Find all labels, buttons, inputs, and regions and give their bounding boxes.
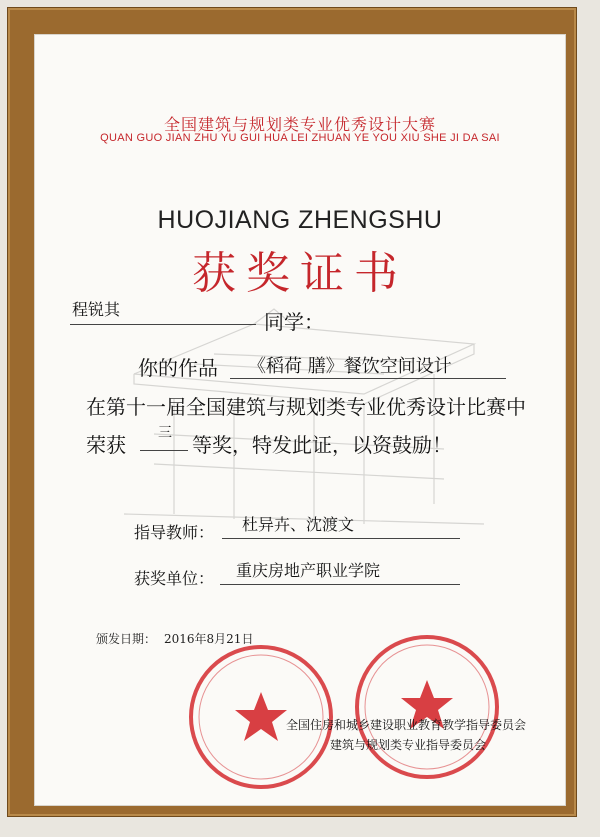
certificate-frame bbox=[8, 8, 576, 816]
recipient-name: 程锐其 bbox=[72, 300, 121, 319]
institution-underline bbox=[220, 584, 460, 585]
advisor-label: 指导教师： bbox=[134, 523, 215, 542]
institution-label: 获奖单位： bbox=[134, 569, 215, 588]
issuer-line1: 全国住房和城乡建设职业教育教学指导委员会 bbox=[286, 718, 527, 732]
body-line1: 在第十一届全国建筑与规划类专业优秀设计比赛中 bbox=[86, 395, 526, 419]
competition-name-cn: 全国建筑与规划类专业优秀设计大赛 bbox=[163, 115, 436, 134]
title-pinyin: HUOJIANG ZHENGSHU bbox=[157, 206, 443, 234]
competition-name-pinyin: QUAN GUO JIAN ZHU YU GUI HUA LEI ZHUAN YE YOU XIU SHE JI DA SAI bbox=[100, 132, 500, 144]
certificate-title: 获奖证书 bbox=[192, 248, 408, 299]
right-seal-icon bbox=[352, 632, 502, 782]
issue-date-label: 颁发日期： bbox=[96, 632, 157, 646]
recipient-underline bbox=[70, 324, 256, 325]
award-suffix: 等奖，特发此证，以资鼓励！ bbox=[192, 433, 452, 457]
greeting-suffix: 同学： bbox=[264, 310, 324, 334]
award-level-underline bbox=[140, 450, 188, 451]
advisor-underline bbox=[222, 538, 460, 539]
work-underline bbox=[230, 378, 506, 379]
work-title: 《稻荷 膳》餐饮空间设计 bbox=[248, 356, 452, 377]
advisor-names: 杜异卉、沈渡文 bbox=[242, 515, 355, 534]
award-prefix: 荣获 bbox=[86, 433, 126, 457]
certificate-paper bbox=[34, 34, 566, 806]
award-level: 三 bbox=[158, 425, 172, 441]
work-label: 你的作品 bbox=[138, 356, 218, 380]
issue-date: 2016年8月21日 bbox=[164, 632, 254, 646]
institution-name: 重庆房地产职业学院 bbox=[236, 561, 381, 580]
issuer-line2: 建筑与规划类专业指导委员会 bbox=[330, 738, 487, 752]
